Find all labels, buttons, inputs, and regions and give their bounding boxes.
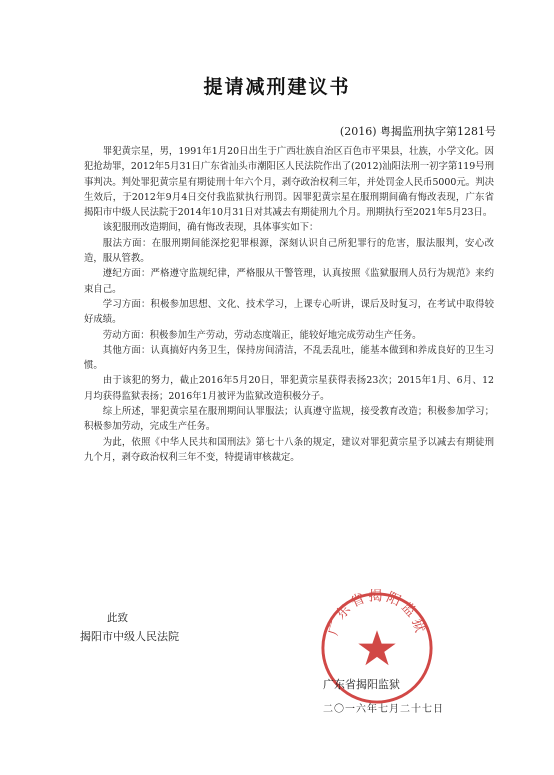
document-number: (2016) 粤揭监刑执字第1281号: [339, 125, 496, 138]
sender: 广东省揭阳监狱: [323, 678, 400, 691]
document-title: 提请减刑建议书: [203, 76, 351, 98]
closing-salutation: 此致: [107, 612, 128, 624]
paragraph-labor: 劳动方面：积极参加生产劳动，劳动态度端正，能较好地完成劳动生产任务。: [102, 329, 422, 341]
paragraph-intro: 该犯服刑改造期间，确有悔改表现，具体事实如下：: [102, 222, 319, 234]
paragraph-recommendation: 为此，依照《中华人民共和国刑法》第七十八条的规定，建议对罪犯黄宗星予以减去有期徒刑九个月，剥夺政治权利三年不变，特提请审核裁定。: [84, 436, 494, 463]
paragraph-basic-info: 罪犯黄宗星，男，1991年1月20日出生于广西壮族自治区百色市平果县，壮族，小学文化。因犯抢劫罪，2012年5月31日广东省汕头市潮阳区人民法院作出了(2012)汕阳法刑一初字第119号刑事判决。判处罪犯黄宗星有期徒刑十年六个月，剥夺政治权利三年，并处罚金人民币5000元。判决生效后，于2012年9月4日交付我监狱执行刑罚。因罪犯黄宗星在服刑期间确有悔改表现，广东省揭阳市中级人民法院于2014年10月31日对其减去有期徒刑九个月。刑期执行至2021年5月23日。: [84, 146, 494, 219]
addressee: 揭阳市中级人民法院: [80, 630, 179, 643]
document-date: 二〇一六年七月二十七日: [323, 704, 444, 715]
svg-text:广东省揭阳监狱: 广东省揭阳监狱: [325, 589, 429, 638]
paragraph-obedience: 服法方面：在服刑期间能深挖犯罪根源，深刻认识自己所犯罪行的危害，服法服判，安心改造，服从管教。: [84, 237, 494, 265]
paragraph-other: 其他方面：认真搞好内务卫生，保持房间清洁，不乱丢乱吐，能基本做到和养成良好的卫生习惯。: [84, 344, 494, 372]
paragraph-awards: 由于该犯的努力，截止2016年5月20日，罪犯黄宗星获得表扬23次；2015年1月、6月、12月均获得监狱表扬；2016年1月被评为监狱改造积极分子。: [84, 375, 494, 402]
document-body: [84, 144, 494, 465]
paragraph-summary: 综上所述，罪犯黄宗星在服刑期间认罪服法；认真遵守监规，接受教育改造；积极参加学习；积极参加劳动，完成生产任务。: [84, 406, 494, 433]
paragraph-study: 学习方面：积极参加思想、文化、技术学习，上课专心听讲，课后及时复习，在考试中取得较好成绩。: [84, 298, 494, 326]
paragraph-discipline: 遵纪方面：严格遵守监规纪律，严格服从干警管理，认真按照《监狱服刑人员行为规范》来约束自己。: [84, 268, 494, 295]
